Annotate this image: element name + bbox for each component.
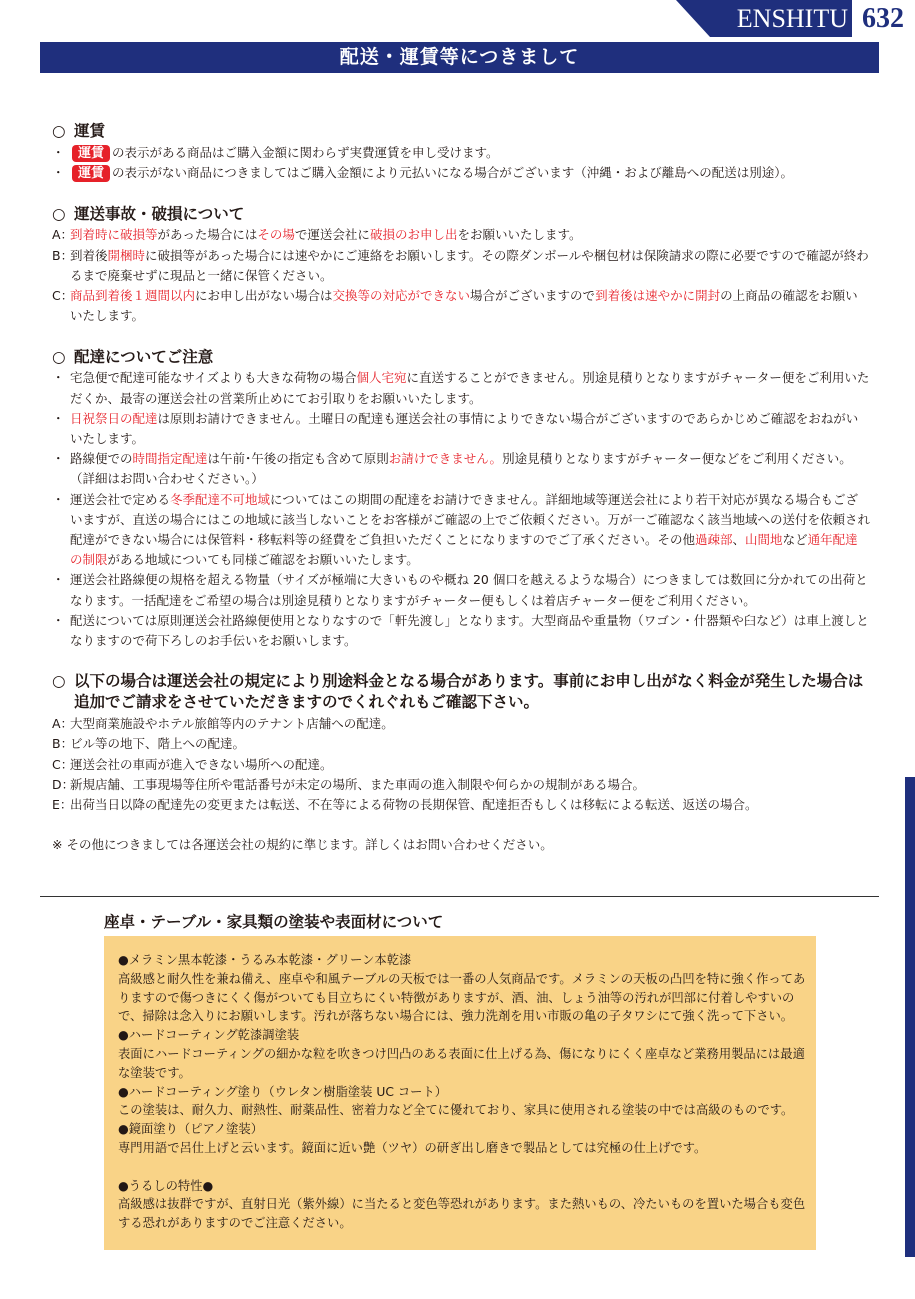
paint-line: ●ハードコーティング塗り（ウレタン樹脂塗装 UC コート）	[118, 1084, 448, 1099]
list-item	[52, 795, 870, 815]
emphasis: 通年配達の制限	[70, 532, 858, 568]
item-text: 場合がございますので	[470, 288, 596, 304]
section-heading	[52, 203, 870, 225]
circle-mark: ○	[52, 672, 66, 691]
list-item	[52, 611, 870, 651]
section-title: 配達についてご注意	[74, 348, 214, 367]
bullet: B：	[52, 736, 74, 752]
item-text: 運送会社路線便の規格を超える物量（サイズが極端に大きいものや概ね 20 個口を越えるような場合）につきましては数回に分かれての出荷となります。一括配達をご希望の場合は別途見積りとなりますがチャーター便もしくは着店チャーター便をご利用ください。	[70, 572, 868, 608]
paint-line: この塗装は、耐久力、耐熱性、耐薬品性、密着力など全てに優れており、家具に使用される塗装の中では高級のものです。	[118, 1103, 794, 1118]
bullet: ・	[52, 572, 65, 588]
footnote: ※ その他につきましては各運送会社の規約に準じます。詳しくはお問い合わせください。	[52, 837, 553, 853]
paint-line: ●鏡面塗り（ピアノ塗装）	[118, 1122, 264, 1137]
item-text: ビル等の地下、階上への配達。	[70, 736, 246, 752]
list-item	[52, 714, 870, 734]
bullet: C：	[52, 288, 74, 304]
paint-section-title: 座卓・テーブル・家具類の塗装や表面材について	[104, 913, 444, 931]
circle-mark: ○	[52, 348, 66, 367]
item-text: 大型商業施設やホテル旅館等内のテナント店舗への配達。	[70, 716, 394, 732]
list-item	[52, 225, 870, 245]
bullet: A：	[52, 227, 74, 243]
emphasis: 到着時に破損等	[70, 227, 158, 243]
bullet: D：	[52, 776, 75, 792]
paint-line: 専門用語で呂仕上げと云います。鏡面に近い艶（ツヤ）の研ぎ出し磨きで製品としては究極の仕上げです。	[118, 1140, 707, 1155]
section-delivery-notes	[52, 346, 870, 651]
circle-mark: ○	[52, 122, 66, 140]
page-title: 配送・運賃等につきまして	[40, 42, 879, 73]
paint-info-box	[104, 936, 816, 1250]
fare-tag: 運賃	[72, 145, 110, 162]
bullet: ・	[52, 491, 65, 507]
item-text: 宅急便で配達可能なサイズよりも大きな荷物の場合	[70, 370, 357, 386]
item-text: をお願いいたします。	[457, 227, 582, 243]
list-item	[52, 449, 870, 489]
bullet: ・	[52, 612, 65, 628]
item-text: 新規店舗、工事現場等住所や電話番号が未定の場所、また車両の進入制限や何らかの規制がある場合。	[70, 776, 646, 792]
item-text: 配送については原則運送会社路線便使用となりなすので「軒先渡し」となります。大型商品や重量物（ワゴン・什器類や臼など）は車上渡しとなりますので荷下ろしのお手伝いをお願いします。	[70, 612, 869, 649]
item-text: は原則お請けできません。土曜日の配達も運送会社の事情によりできない場合がございますのであらかじめご確認をおねがいいたします。	[70, 410, 859, 447]
item-text: 、	[732, 532, 746, 548]
item-text: 運送会社の車両が進入できない場所への配達。	[70, 756, 333, 772]
item-text: は午前･午後の指定も含めて原則	[207, 451, 389, 467]
item-text: 出荷当日以降の配達先の変更または転送、不在等による荷物の長期保管、配達拒否もしくは移転による転送、返送の場合。	[70, 797, 758, 813]
paint-line: 高級感は抜群ですが、直射日光（紫外線）に当たると変色等恐れがあります。また熱いもの、冷たいものを置いた場合も変色する恐れがありますのでご注意ください。	[118, 1197, 806, 1231]
item-text: についてはこの期間の配達をお請けできません。詳細地域等運送会社により若干対応が異なる場合もございますが、直送の場合にはこの地域に該当しないことをお客様がご確認の上でご依頼ください。万が一ご確認なく該当地域への送付を依頼され配達ができない場合には保管料・移転料等の経費をご負担いただくことになりますのでご了承ください。その他	[70, 491, 871, 548]
list-item	[52, 490, 870, 571]
item-text: で運送会社に	[294, 227, 370, 243]
section-extra-fees	[52, 671, 870, 815]
section-heading	[52, 120, 870, 142]
list-item	[52, 755, 870, 775]
item-text: の上商品の確認をお願いいたします。	[70, 288, 858, 324]
paint-line	[118, 1158, 808, 1177]
emphasis: 個人宅宛	[356, 370, 407, 386]
list-item	[52, 409, 870, 449]
item-text: に破損等があった場合には速やかにご連絡をお願いします。その際ダンボールや梱包材は保険請求の際に必要ですので確認が終わるまで廃棄せずに現品と一緒に保管ください。	[70, 247, 869, 283]
paint-line: 表面にハードコーティングの細かな粒を吹きつけ凹凸のある表面に仕上げる為、傷になりにくく座卓など業務用製品には最適な塗装です。	[118, 1046, 805, 1080]
item-text: 別途見積りとなりますがチャーター便などをご利用ください。（詳細はお問い合わせください。）	[70, 451, 852, 487]
divider	[40, 896, 879, 897]
bullet: C：	[52, 756, 74, 772]
list-item	[52, 368, 870, 408]
list-item	[52, 570, 870, 610]
bullet: ・	[52, 165, 65, 181]
paint-line: ●ハードコーティング乾漆調塗装	[118, 1028, 300, 1043]
item-text: がある地域についても同様ご確認をお願いいたします。	[107, 552, 419, 568]
item-text: にお申し出がない場合は	[195, 288, 333, 304]
emphasis: 到着後は速やかに開封	[595, 288, 721, 304]
section-title: 運送事故・破損について	[74, 205, 245, 224]
item-text: があった場合には	[157, 227, 258, 243]
emphasis: 交換等の対応ができない	[332, 288, 471, 304]
item-text: に直送することができません。別途見積りとなりますがチャーター便をご利用いただくか、最寄の運送会社の営業所止めにてお引取りをお願いいたします。	[70, 370, 870, 406]
section-fare	[52, 120, 870, 183]
emphasis: その場	[257, 227, 295, 243]
section-damage	[52, 203, 870, 326]
section-heading	[52, 671, 870, 713]
section-title: 以下の場合は運送会社の規定により別途料金となる場合があります。事前にお申し出がなく料金が発生した場合は追加でご請求をさせていただきますのでくれぐれもご確認下さい。	[74, 672, 864, 712]
emphasis: 山間地	[745, 532, 783, 548]
section-title: 運賃	[74, 122, 106, 140]
bullet: ・	[52, 410, 65, 426]
item-text: の表示がない商品につきましてはご購入金額により元払いになる場合がございます（沖縄・および離島への配送は別途）。	[112, 165, 794, 181]
page-number: 632	[862, 3, 904, 34]
list-item	[52, 286, 870, 326]
list-item	[52, 734, 870, 754]
emphasis: お請けできません。	[388, 451, 503, 467]
paint-line: 高級感と耐久性を兼ね備え、座卓や和風テーブルの天板では一番の人気商品です。メラミンの天板の凸凹を特に強く作ってありますので傷つきにくく傷がついても目立ちにくい特徴がありますが、酒、油、しょう油等の汚れが凹部に付着しやすいので、掃除は念入りにお願いします。汚れが落ちない場合には、強力洗剤を用い市販の亀の子タワシにて強く洗って下さい。	[118, 971, 806, 1024]
main-content	[52, 120, 870, 855]
bullet: ・	[52, 145, 65, 160]
item-text: 路線便での	[70, 451, 133, 467]
fare-tag: 運賃	[72, 165, 110, 182]
bullet: ・	[52, 451, 65, 467]
bullet: ・	[52, 370, 65, 386]
emphasis: 破損のお申し出	[369, 227, 458, 243]
emphasis: 日祝祭日の配達	[70, 410, 158, 426]
circle-mark: ○	[52, 205, 66, 224]
emphasis: 冬季配達不可地域	[170, 491, 271, 507]
emphasis: 商品到着後１週間以内	[70, 288, 196, 304]
bullet: A：	[52, 716, 74, 732]
list-item	[52, 246, 870, 286]
item-text: の表示がある商品はご購入金額に関わらず実費運賃を申し受けます。	[112, 145, 499, 160]
emphasis: 開梱時	[107, 247, 146, 263]
paint-line: ●メラミン黒本乾漆・うるみ本乾漆・グリーン本乾漆	[118, 953, 412, 967]
brand-name: ENSHITU	[736, 4, 848, 33]
bullet: B：	[52, 247, 74, 263]
item-text: 到着後	[70, 247, 108, 263]
item-text: など	[782, 532, 808, 548]
list-item	[52, 775, 870, 795]
side-index-bar	[905, 777, 915, 1257]
item-text: 運送会社で定める	[70, 491, 171, 507]
emphasis: 過疎部	[695, 532, 733, 548]
paint-line: ●うるしの特性●	[118, 1178, 214, 1193]
section-heading	[52, 346, 870, 368]
list-item	[52, 163, 870, 183]
emphasis: 時間指定配達	[132, 451, 208, 467]
bullet: E：	[52, 797, 73, 813]
list-item	[52, 143, 870, 163]
